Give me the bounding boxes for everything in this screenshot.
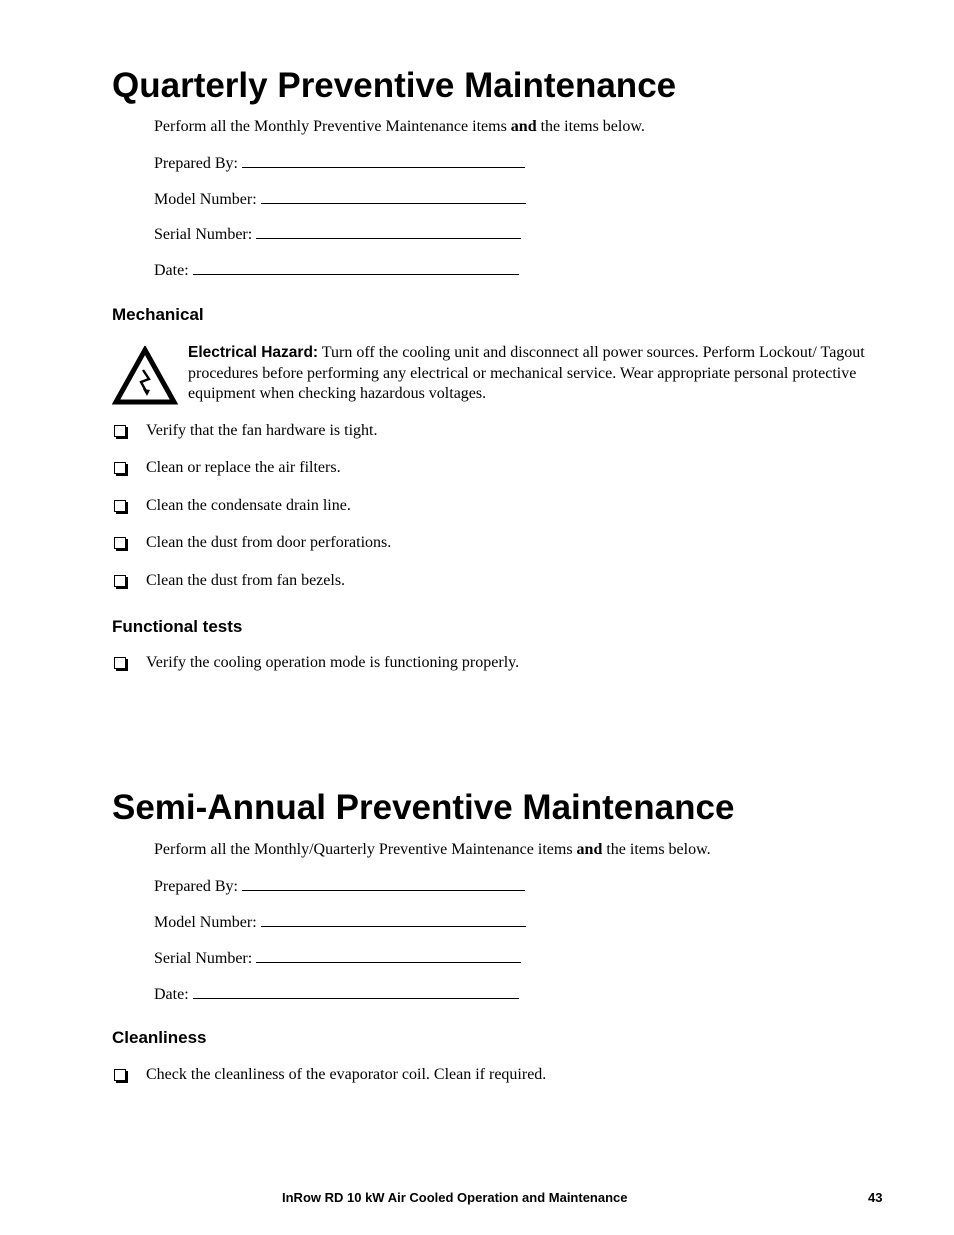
electrical-hazard-icon xyxy=(112,346,178,406)
checklist-item-label: Check the cleanliness of the evaporator coil. Clean if required. xyxy=(146,1066,547,1083)
checklist-item[interactable] xyxy=(112,458,341,478)
checklist-item-label: Clean the dust from fan bezels. xyxy=(146,572,346,589)
prepared-by-line[interactable] xyxy=(242,876,525,891)
checklist-item[interactable] xyxy=(112,533,391,553)
semi-annual-intro xyxy=(154,840,711,860)
functional-tests-heading: Functional tests xyxy=(112,617,243,636)
date-label: Date: xyxy=(154,262,189,279)
checkbox-icon[interactable] xyxy=(114,462,126,474)
semi-annual-serial-number-field[interactable] xyxy=(154,948,521,969)
semi-annual-intro-text: Perform all the Monthly/Quarterly Preventive Maintenance items xyxy=(154,841,577,858)
semi-annual-title: Semi-Annual Preventive Maintenance xyxy=(112,788,735,827)
checklist-item[interactable] xyxy=(112,1065,546,1085)
quarterly-intro-text: Perform all the Monthly Preventive Maintenance items xyxy=(154,118,511,135)
checklist-item-label: Clean the dust from door perforations. xyxy=(146,534,392,551)
hazard-text: Turn off the cooling unit and disconnect all power sources. Perform Lockout/ Tagout procedures before performing any electrical or mechanical service. Wear appropriate personal protective equipment when checking hazardous voltages. xyxy=(188,344,865,402)
mechanical-heading: Mechanical xyxy=(112,305,204,324)
footer-title: InRow RD 10 kW Air Cooled Operation and Maintenance xyxy=(282,1190,628,1205)
checkbox-icon[interactable] xyxy=(114,657,126,669)
quarterly-model-number-field[interactable] xyxy=(154,189,526,210)
quarterly-intro xyxy=(154,117,645,137)
checklist-item[interactable] xyxy=(112,421,377,441)
serial-number-line[interactable] xyxy=(256,948,521,963)
hazard-label: Electrical Hazard: xyxy=(188,344,319,361)
semi-annual-intro-tail: the items below. xyxy=(602,841,711,858)
checkbox-icon[interactable] xyxy=(114,500,126,512)
checklist-item[interactable] xyxy=(112,653,519,673)
electrical-hazard-notice xyxy=(188,343,878,405)
quarterly-serial-number-field[interactable] xyxy=(154,224,521,245)
quarterly-date-field[interactable] xyxy=(154,260,519,281)
prepared-by-label: Prepared By: xyxy=(154,878,238,895)
model-number-label: Model Number: xyxy=(154,191,257,208)
quarterly-intro-bold: and xyxy=(510,118,537,135)
model-number-line[interactable] xyxy=(261,189,526,204)
model-number-label: Model Number: xyxy=(154,914,257,931)
quarterly-intro-tail: the items below. xyxy=(536,118,645,135)
semi-annual-date-field[interactable] xyxy=(154,984,519,1005)
serial-number-label: Serial Number: xyxy=(154,226,253,243)
checklist-item-label: Verify the cooling operation mode is functioning properly. xyxy=(146,654,520,671)
page-number: 43 xyxy=(868,1190,883,1205)
checkbox-icon[interactable] xyxy=(114,1069,126,1081)
semi-annual-intro-bold: and xyxy=(576,841,603,858)
prepared-by-label: Prepared By: xyxy=(154,155,238,172)
checkbox-icon[interactable] xyxy=(114,537,126,549)
cleanliness-heading: Cleanliness xyxy=(112,1028,207,1047)
checklist-item-label: Clean or replace the air filters. xyxy=(146,459,341,476)
semi-annual-prepared-by-field[interactable] xyxy=(154,876,525,897)
checkbox-icon[interactable] xyxy=(114,425,126,437)
checklist-item[interactable] xyxy=(112,496,351,516)
quarterly-prepared-by-field[interactable] xyxy=(154,153,525,174)
serial-number-label: Serial Number: xyxy=(154,950,253,967)
checkbox-icon[interactable] xyxy=(114,575,126,587)
checklist-item-label: Clean the condensate drain line. xyxy=(146,497,351,514)
semi-annual-model-number-field[interactable] xyxy=(154,912,526,933)
serial-number-line[interactable] xyxy=(256,224,521,239)
prepared-by-line[interactable] xyxy=(242,153,525,168)
quarterly-title: Quarterly Preventive Maintenance xyxy=(112,66,677,105)
checklist-item-label: Verify that the fan hardware is tight. xyxy=(146,422,378,439)
checklist-item[interactable] xyxy=(112,571,345,591)
date-line[interactable] xyxy=(193,984,519,999)
date-label: Date: xyxy=(154,986,189,1003)
date-line[interactable] xyxy=(193,260,519,275)
model-number-line[interactable] xyxy=(261,912,526,927)
